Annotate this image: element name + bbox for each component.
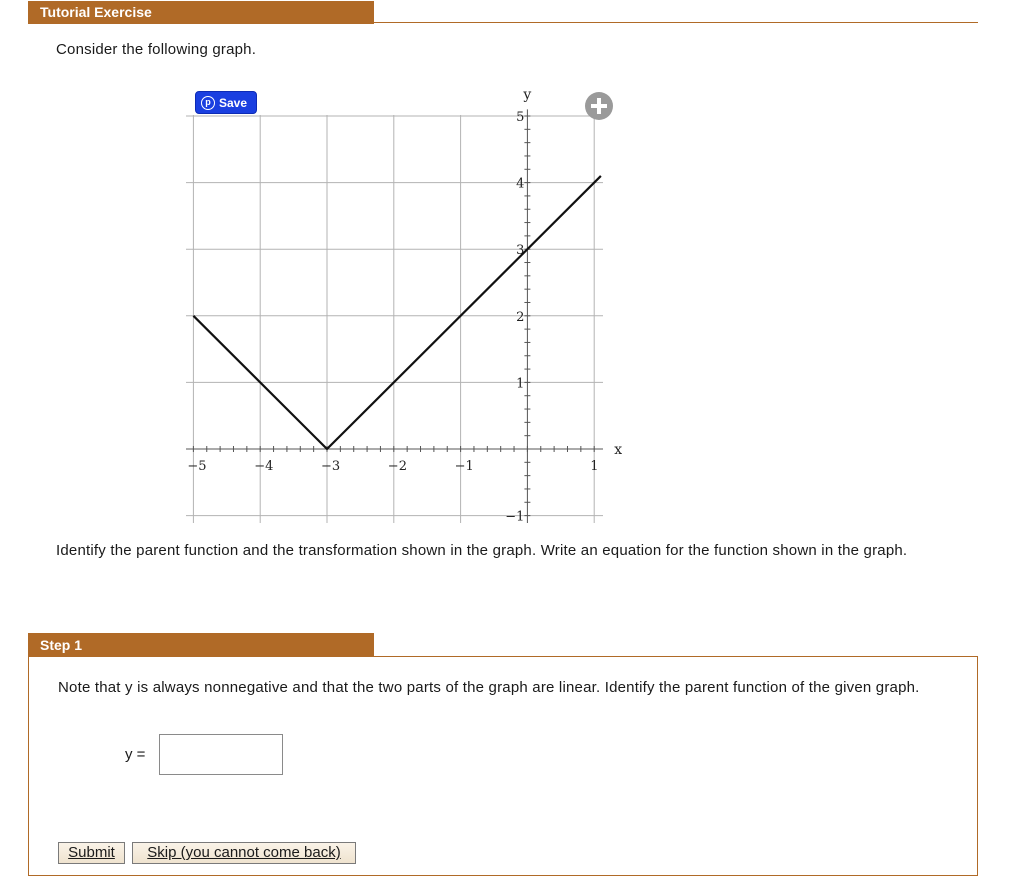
y-tick-label: 5 — [516, 110, 525, 125]
x-tick-label: −2 — [387, 459, 407, 474]
y-tick-label: 1 — [516, 376, 525, 392]
y-tick-label: 4 — [516, 176, 525, 192]
answer-label: y = — [125, 746, 146, 763]
pinterest-icon: p — [201, 96, 215, 110]
y-tick-label: 2 — [516, 309, 525, 325]
x-tick-label: −3 — [321, 459, 341, 474]
submit-button[interactable]: Submit — [58, 842, 125, 864]
zoom-in-icon[interactable] — [585, 92, 613, 120]
skip-button[interactable]: Skip (you cannot come back) — [132, 842, 356, 864]
save-button[interactable] — [195, 91, 257, 114]
save-label: Save — [219, 95, 248, 110]
step-1-tab: Step 1 — [28, 633, 374, 657]
x-tick-label: −4 — [254, 459, 274, 474]
x-tick-label: −5 — [187, 459, 207, 474]
answer-input[interactable] — [159, 734, 283, 775]
question-text: Identify the parent function and the transformation shown in the graph. Write an equation for the function shown in the graph. — [56, 542, 908, 559]
x-tick-label: −1 — [454, 459, 474, 474]
x-axis-label: x — [614, 442, 623, 458]
intro-text: Consider the following graph. — [56, 41, 257, 58]
function-line — [193, 176, 600, 449]
step-note: Note that y is always nonnegative and that the two parts of the graph are linear. Identify the parent function of the given graph. — [58, 679, 920, 696]
y-tick-label: −1 — [505, 509, 525, 525]
tutorial-exercise-tab: Tutorial Exercise — [28, 1, 374, 24]
y-tick-label: 3 — [516, 243, 525, 259]
x-tick-label: 1 — [590, 459, 599, 474]
y-axis-label: y — [523, 87, 532, 103]
